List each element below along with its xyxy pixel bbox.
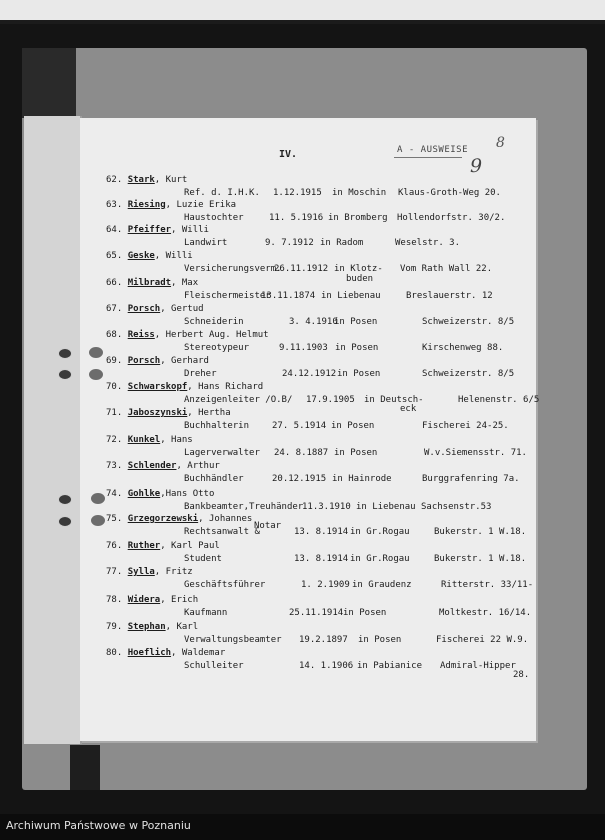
entry-occupation: Fleischermeister xyxy=(184,291,271,301)
entry-given-name: , Herbert Aug. Helmut xyxy=(154,330,269,340)
entry-birth-date: 3. 4.1910 xyxy=(289,317,338,327)
entry-number: 76. xyxy=(106,541,123,551)
folder-backing-shadow xyxy=(22,48,76,118)
entry-given-name: , Gerhard xyxy=(160,356,209,366)
entry-surname: Milbradt xyxy=(127,278,172,288)
entry-surname: Stephan xyxy=(127,622,166,632)
entry-birth-date: 13. 8.1914 xyxy=(294,554,349,564)
list-item xyxy=(106,225,536,253)
entry-surname: Hoeflich xyxy=(127,648,172,658)
entry-address: Moltkestr. 16/14. xyxy=(439,608,532,618)
entry-name-line xyxy=(106,648,225,659)
entry-birth-date: 14. 1.1906 xyxy=(299,661,354,671)
entry-birth-date: 27. 5.1914 xyxy=(272,421,327,431)
entry-given-name: , Arthur xyxy=(176,461,220,471)
list-item xyxy=(106,489,536,517)
entry-surname: Widera xyxy=(127,595,161,605)
entry-name-line xyxy=(106,461,220,472)
entry-given-name: , Waldemar xyxy=(171,648,226,658)
entry-number: 79. xyxy=(106,622,123,632)
entry-birth-date: 26.11.1912 xyxy=(274,264,329,274)
entry-birth-place: in Bromberg xyxy=(328,213,388,223)
list-item xyxy=(106,648,536,680)
entry-name-line xyxy=(106,251,193,262)
entry-name-line xyxy=(106,356,209,367)
list-item xyxy=(106,435,536,463)
entry-given-name: , Hans Richard xyxy=(187,382,264,392)
entry-occupation: Haustochter xyxy=(184,213,244,223)
entry-number: 73. xyxy=(106,461,123,471)
entry-given-name: , Willi xyxy=(154,251,193,261)
entry-occupation: Verwaltungsbeamter xyxy=(184,635,282,645)
pencil-number: 8 xyxy=(496,135,505,151)
entry-address: Sachsenstr.53 xyxy=(421,502,492,512)
entry-birth-place: in Liebenau xyxy=(356,502,416,512)
entry-birth-place: in Pabianice xyxy=(357,661,423,671)
list-item xyxy=(106,541,536,569)
entry-birth-date: 20.12.1915 xyxy=(272,474,327,484)
entry-number: 72. xyxy=(106,435,123,445)
entry-name-line xyxy=(106,514,252,525)
pencil-number: 9 xyxy=(470,155,483,177)
entry-birth-date: 13.11.1874 xyxy=(261,291,316,301)
entry-surname: Kunkel xyxy=(127,435,161,445)
entry-address: Fischerei 22 W.9. xyxy=(436,635,529,645)
entry-surname: Reiss xyxy=(127,330,155,340)
entry-name-line xyxy=(106,382,263,393)
entry-occupation: Schulleiter xyxy=(184,661,244,671)
list-item xyxy=(106,595,536,623)
entry-name-line xyxy=(106,541,220,552)
entry-name-line xyxy=(106,595,198,606)
entry-birth-date: 19.2.1897 xyxy=(299,635,348,645)
punch-hole xyxy=(91,515,105,526)
entry-given-name: , Hans xyxy=(160,435,193,445)
entry-occupation: Lagerverwalter xyxy=(184,448,260,458)
entry-number: 67. xyxy=(106,304,123,314)
entry-occupation: Buchhalterin xyxy=(184,421,250,431)
entry-given-name: , Johannes xyxy=(198,514,253,524)
list-item xyxy=(106,567,536,595)
entry-birth-place: in Posen xyxy=(335,343,379,353)
entry-birth-place: in Graudenz xyxy=(352,580,412,590)
entry-birth-date: 24. 8.1887 xyxy=(274,448,329,458)
entry-birth-place: in Posen xyxy=(337,369,381,379)
entry-surname: Schwarskopf xyxy=(127,382,188,392)
entry-number: 65. xyxy=(106,251,123,261)
entry-address: Ritterstr. 33/11- xyxy=(441,580,534,590)
entry-address: Kirschenweg 88. xyxy=(422,343,504,353)
entry-surname: Porsch xyxy=(127,356,161,366)
entry-occupation: Schneiderin xyxy=(184,317,244,327)
entry-address: Burggrafenring 7a. xyxy=(422,474,520,484)
entry-birth-date: 24.12.1912 xyxy=(282,369,337,379)
entry-surname: Riesing xyxy=(127,200,166,210)
punch-hole xyxy=(91,493,105,504)
entry-occupation: Dreher xyxy=(184,369,217,379)
binder-pin xyxy=(58,369,72,380)
entry-birth-place: in Posen xyxy=(343,608,387,618)
entry-name-line xyxy=(106,435,193,446)
entry-birth-place: in Posen xyxy=(331,421,375,431)
entry-given-name: , Luzie Erika xyxy=(165,200,237,210)
entry-surname: Stark xyxy=(127,175,155,185)
entry-surname: Porsch xyxy=(127,304,161,314)
entry-surname: Jaboszynski xyxy=(127,408,188,418)
entry-given-name: , Gertud xyxy=(160,304,204,314)
entry-surname: Geske xyxy=(127,251,155,261)
entry-address: Klaus-Groth-Weg 20. xyxy=(398,188,501,198)
list-item xyxy=(106,330,536,358)
entry-birth-date: 9. 7.1912 xyxy=(265,238,314,248)
entry-birth-place: in Posen xyxy=(334,317,378,327)
entry-occupation: Buchhändler xyxy=(184,474,244,484)
entry-name-line xyxy=(106,225,209,236)
entry-given-name: , Max xyxy=(171,278,199,288)
entry-birth-date: 1.12.1915 xyxy=(273,188,322,198)
entry-number: 77. xyxy=(106,567,123,577)
entry-surname: Grzegorzewski xyxy=(127,514,199,524)
folder-bottom-shadow xyxy=(70,745,100,790)
entry-birth-date: 9.11.1903 xyxy=(279,343,328,353)
entry-name-line xyxy=(106,304,204,315)
entry-birth-date: 11.3.1910 xyxy=(302,502,351,512)
entry-address: Vom Rath Wall 22. xyxy=(400,264,493,274)
entry-occupation: Student xyxy=(184,554,222,564)
entry-given-name: , Hertha xyxy=(187,408,231,418)
entry-birth-place: in Deutsch- xyxy=(364,395,424,405)
punch-hole xyxy=(89,347,103,358)
entry-name-line xyxy=(106,489,214,500)
entry-occupation: Geschäftsführer xyxy=(184,580,266,590)
entry-number: 62. xyxy=(106,175,123,185)
entry-address: Schweizerstr. 8/5 xyxy=(422,369,515,379)
entry-birth-place: in Klotz- xyxy=(334,264,383,274)
entry-given-name: , Karl Paul xyxy=(160,541,220,551)
entry-surname: Schlender xyxy=(127,461,177,471)
entry-number: 80. xyxy=(106,648,123,658)
entry-birth-place: in Liebenau xyxy=(321,291,381,301)
entry-birth-date: 11. 5.1916 xyxy=(269,213,324,223)
entry-given-name: , Karl xyxy=(165,622,199,632)
entry-birth-place: in Posen xyxy=(334,448,378,458)
entry-name-line xyxy=(106,408,231,419)
punch-hole xyxy=(89,369,103,380)
entry-birth-date: 1. 2.1909 xyxy=(301,580,350,590)
archive-name: Archiwum Państwowe w Poznaniu xyxy=(6,819,191,832)
entry-address: Schweizerstr. 8/5 xyxy=(422,317,515,327)
entry-given-name: ,Hans Otto xyxy=(160,489,215,499)
entry-surname: Sylla xyxy=(127,567,155,577)
entry-number: 75. xyxy=(106,514,123,524)
entry-address: Helenenstr. 6/5 xyxy=(458,395,540,405)
entry-birth-place: in Moschin xyxy=(332,188,387,198)
entry-number: 68. xyxy=(106,330,123,340)
entry-birth-place: in Gr.Rogau xyxy=(350,554,410,564)
list-item xyxy=(106,622,536,650)
entry-name-line xyxy=(106,622,198,633)
entry-occupation: Landwirt xyxy=(184,238,228,248)
entry-address: Breslauerstr. 12 xyxy=(406,291,493,301)
category-stamp: A - AUSWEISE xyxy=(397,145,469,155)
entry-address: W.v.Siemensstr. 71. xyxy=(424,448,527,458)
entry-number: 78. xyxy=(106,595,123,605)
entry-name-line xyxy=(106,175,187,186)
entry-name-line xyxy=(106,200,236,211)
entry-address: Fischerei 24-25. xyxy=(422,421,509,431)
stamp-underline xyxy=(394,157,462,158)
list-item xyxy=(106,278,536,306)
list-item xyxy=(106,304,536,332)
entry-birth-place: in Gr.Rogau xyxy=(350,527,410,537)
entry-surname: Ruther xyxy=(127,541,161,551)
entry-occupation: Kaufmann xyxy=(184,608,228,618)
binder-pin xyxy=(58,348,72,359)
folder-edge xyxy=(24,116,82,744)
binder-pin xyxy=(58,516,72,527)
entry-given-name: , Fritz xyxy=(154,567,193,577)
entry-given-name: , Willi xyxy=(171,225,209,235)
entry-continuation: Notar xyxy=(254,521,282,531)
entry-given-name: , Erich xyxy=(160,595,199,605)
list-item xyxy=(106,514,536,542)
entry-birth-place: in Radom xyxy=(320,238,364,248)
entry-number: 71. xyxy=(106,408,123,418)
entry-birth-date: 25.11.1914 xyxy=(289,608,344,618)
binder-pin xyxy=(58,494,72,505)
entry-birth-place: in Posen xyxy=(358,635,402,645)
entry-address: Bukerstr. 1 W.18. xyxy=(434,554,527,564)
entry-birth-place: in Hainrode xyxy=(332,474,392,484)
entry-surname: Pfeiffer xyxy=(127,225,172,235)
entry-address: Admiral-Hipper xyxy=(440,661,516,671)
entry-birth-date: 13. 8.1914 xyxy=(294,527,349,537)
entry-occupation: Bankbeamter,Treuhänder xyxy=(184,502,304,512)
entry-address: Weselstr. 3. xyxy=(395,238,461,248)
list-item xyxy=(106,200,536,228)
entry-continuation: 28. xyxy=(513,670,530,680)
entry-occupation: Rechtsanwalt & xyxy=(184,527,260,537)
entry-birth-date: 17.9.1905 xyxy=(306,395,355,405)
entry-occupation: Anzeigenleiter /O.B/ xyxy=(184,395,293,405)
entry-continuation: buden xyxy=(346,274,374,284)
entry-number: 66. xyxy=(106,278,123,288)
entry-number: 70. xyxy=(106,382,123,392)
entry-occupation: Versicherungsverm. xyxy=(184,264,282,274)
entry-name-line xyxy=(106,278,198,289)
list-item xyxy=(106,356,536,384)
entry-number: 63. xyxy=(106,200,123,210)
entry-surname: Gohlke xyxy=(127,489,161,499)
entry-given-name: , Kurt xyxy=(154,175,188,185)
entry-name-line xyxy=(106,330,269,341)
entry-number: 69. xyxy=(106,356,123,366)
top-strip xyxy=(0,0,605,20)
entry-address: Bukerstr. 1 W.18. xyxy=(434,527,527,537)
page-number: IV. xyxy=(279,149,298,160)
entry-number: 64. xyxy=(106,225,123,235)
entry-number: 74. xyxy=(106,489,123,499)
entry-address: Hollendorfstr. 30/2. xyxy=(397,213,506,223)
list-item xyxy=(106,175,536,203)
entry-occupation: Stereotypeur xyxy=(184,343,250,353)
entry-name-line xyxy=(106,567,193,578)
entry-occupation: Ref. d. I.H.K. xyxy=(184,188,260,198)
list-item xyxy=(106,408,536,436)
entry-continuation: eck xyxy=(400,404,417,414)
list-item xyxy=(106,461,536,489)
